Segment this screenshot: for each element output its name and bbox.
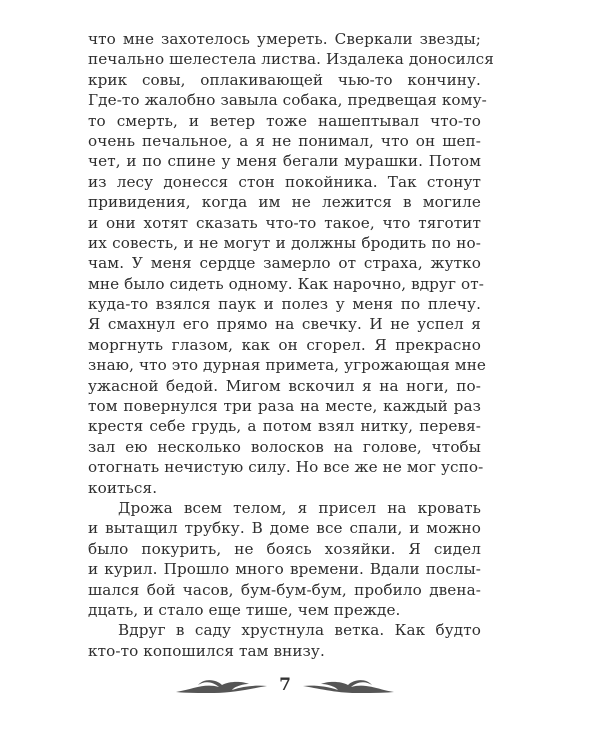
text-line: печально шелестела листва. Издалека доносился <box>88 50 494 69</box>
text-line: чам. У меня сердце замерло от страха, жутко <box>88 254 481 273</box>
text-line: шался бой часов, бум-бум-бум, пробило двена- <box>88 580 481 599</box>
text-line: крестя себе грудь, а потом взял нитку, перевя- <box>88 417 481 436</box>
text-line: знаю, что это дурная примета, угрожающая мне <box>88 356 487 375</box>
text-line: мне было сидеть одному. Как нарочно, вдруг от- <box>88 274 484 293</box>
text-line: привидения, когда им не лежится в могиле <box>88 193 481 212</box>
text-line: чет, и по спине у меня бегали мурашки. Потом <box>88 152 481 171</box>
text-line: и они хотят сказать что-то такое, что тяготит <box>88 213 481 232</box>
text-line: куда-то взялся паук и полез у меня по плечу. <box>88 295 481 314</box>
page-number: 7 <box>279 675 291 695</box>
page-body <box>88 29 494 661</box>
text-line: зал ею несколько волосков на голове, чтобы <box>88 437 481 456</box>
text-line: Где-то жалобно завыла собака, предвещая кому- <box>88 91 487 110</box>
text-line: моргнуть глазом, как он сгорел. Я прекрасно <box>88 335 481 354</box>
text-line: Дрожа всем телом, я присел на кровать <box>118 498 481 517</box>
text-line: что мне захотелось умереть. Сверкали звезды; <box>88 30 481 48</box>
text-line: очень печальное, а я не понимал, что он шеп- <box>88 131 481 150</box>
text-line: кто-то копошился там внизу. <box>88 641 325 660</box>
text-line: Я смахнул его прямо на свечку. И не успел я <box>88 315 481 334</box>
text-line: крик совы, оплакивающей чью-то кончину. <box>88 70 481 89</box>
text-line: и курил. Прошло много времени. Вдали послы- <box>88 560 481 579</box>
text-line: то смерть, и ветер тоже нашептывал что-то <box>88 111 481 130</box>
text-line: Вдруг в саду хрустнула ветка. Как будто <box>118 621 481 640</box>
text-line: было покурить, не боясь хозяйки. Я сидел <box>88 539 481 558</box>
text-line: и вытащил трубку. В доме все спали, и можно <box>88 519 481 538</box>
text-line: дцать, и стало еще тише, чем прежде. <box>88 600 401 619</box>
page-footer <box>160 670 410 700</box>
text-line: том повернулся три раза на месте, каждый раз <box>88 397 481 416</box>
text-line: их совесть, и не могут и должны бродить по но- <box>88 233 481 252</box>
left-ornament-icon <box>174 675 269 695</box>
right-ornament-icon <box>301 675 396 695</box>
text-line: отогнать нечистую силу. Но все же не мог успо- <box>88 458 484 477</box>
text-line: из лесу донесся стон покойника. Так стонут <box>88 172 481 191</box>
text-line: ужасной бедой. Мигом вскочил я на ноги, по- <box>88 376 481 395</box>
text-line: коиться. <box>88 478 158 497</box>
